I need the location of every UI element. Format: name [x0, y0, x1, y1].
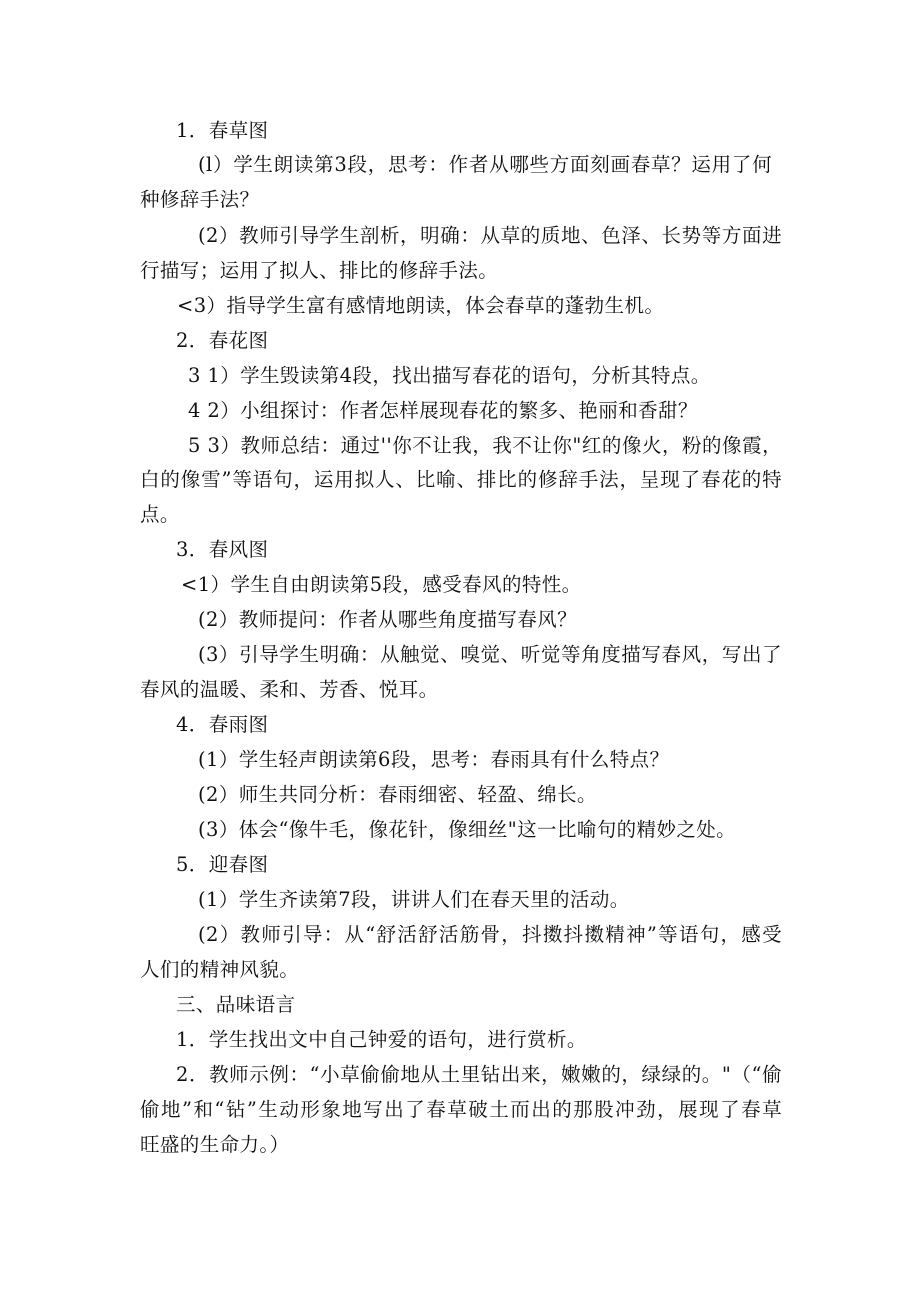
- paragraph-welcome-2: (2）教师引导：从“舒活舒活筋骨，抖擞抖擞精神”等语句，感受: [198, 923, 782, 946]
- heading-spring-flowers: 2．春花图: [176, 329, 269, 352]
- paragraph-language-2: 2．教师示例：“小草偷偷地从土里钻出来，嫩嫩的，绿绿的。"（“偷: [176, 1063, 782, 1086]
- heading-welcome-spring: 5．迎春图: [176, 853, 269, 876]
- heading-savor-language: 三、品味语言: [176, 993, 296, 1016]
- paragraph-grass-2: (2）教师引导学生剖析，明确：从草的质地、色泽、长势等方面进: [198, 224, 782, 247]
- paragraph-grass-1-cont: 种修辞手法？: [140, 188, 260, 211]
- paragraph-wind-3-cont: 春风的温暖、柔和、芳香、悦耳。: [140, 678, 439, 701]
- paragraph-wind-2: (2）教师提问：作者从哪些角度描写春风？: [198, 608, 578, 631]
- paragraph-grass-1: (l）学生朗读第3段，思考：作者从哪些方面刻画春草？运用了何: [198, 153, 772, 176]
- paragraph-welcome-1: (1）学生齐读第7段，讲讲人们在春天里的活动。: [198, 888, 630, 911]
- paragraph-rain-3: (3）体会“像牛毛，像花针，像细丝"这一比喻句的精妙之处。: [198, 818, 737, 841]
- paragraph-flowers-3-end: 点。: [140, 503, 180, 526]
- heading-spring-wind: 3．春风图: [176, 538, 269, 561]
- paragraph-wind-1: <1）学生自由朗读第5段，感受春风的特性。: [181, 573, 582, 596]
- paragraph-flowers-3-cont: 白的像雪”等语句，运用拟人、比喻、排比的修辞手法，呈现了春花的特: [140, 468, 782, 491]
- paragraph-flowers-3: 5 3）教师总结：通过''你不让我，我不让你"红的像火，粉的像霞，: [188, 434, 782, 457]
- paragraph-language-2-end: 旺盛的生命力。）: [140, 1133, 290, 1156]
- paragraph-language-2-cont: 偷地”和“钻”生动形象地写出了春草破土而出的那股冲劲，展现了春草: [140, 1098, 782, 1121]
- paragraph-flowers-2: 4 2）小组探讨：作者怎样展现春花的繁多、艳丽和香甜？: [188, 399, 698, 422]
- paragraph-wind-3: (3）引导学生明确：从触觉、嗅觉、听觉等角度描写春风，写出了: [198, 643, 782, 666]
- paragraph-grass-3: <3）指导学生富有感情地朗读，体会春草的蓬勃生机。: [177, 294, 665, 317]
- paragraph-rain-2: (2）师生共同分析：春雨细密、轻盈、绵长。: [198, 783, 597, 806]
- heading-spring-rain: 4．春雨图: [176, 713, 269, 736]
- paragraph-rain-1: (1）学生轻声朗读第6段，思考：春雨具有什么特点？: [198, 748, 670, 771]
- heading-spring-grass: 1．春草图: [176, 119, 269, 142]
- paragraph-grass-2-cont: 行描写；运用了拟人、排比的修辞手法。: [140, 259, 499, 282]
- paragraph-language-1: 1．学生找出文中自己钟爱的语句，进行赏析。: [176, 1028, 587, 1051]
- paragraph-welcome-2-cont: 人们的精神风貌。: [140, 958, 300, 981]
- paragraph-flowers-1: 3 1）学生毁读第4段，找出描写春花的语句，分析其特点。: [188, 364, 711, 387]
